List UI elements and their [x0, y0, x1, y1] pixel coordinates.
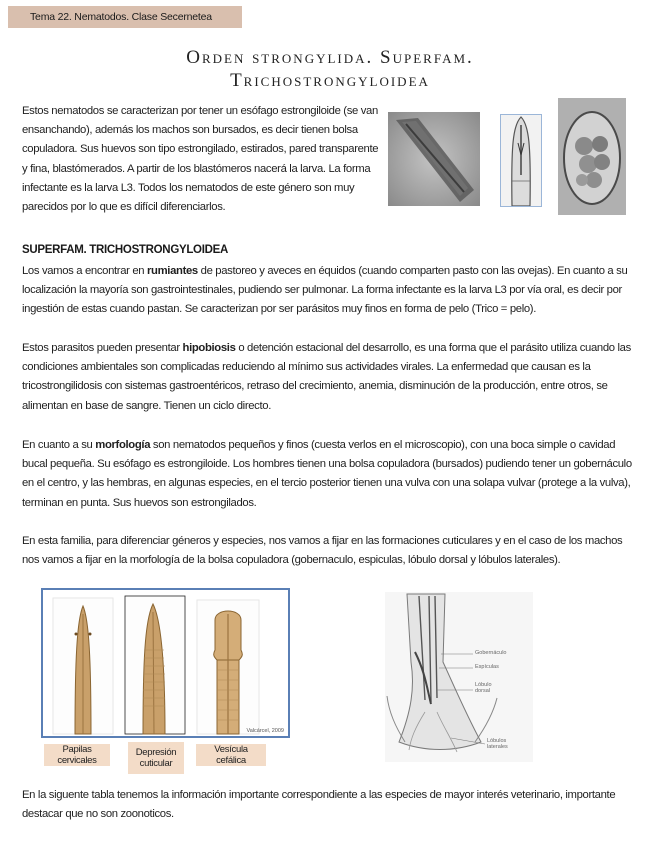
diagram-label-gobernaculo: Gobernáculo — [475, 650, 507, 656]
diagram-label-lobulo-dorsal: Lóbulo dorsal — [475, 682, 492, 694]
p1-text-c: de pastoreo y aveces en équidos (cuando comparten pasto con las ovejas). En cuanto a su localización la mayoría son gastrointestinales, pudiendo ser pulmonar. La forma infectante es la larva L3 por vía oral, es decir por ingestión de estas cuando pastan. Se caracterizan por ser parásitos muy finos en forma de pelo (Trico = pelo). — [22, 265, 628, 316]
intro-paragraph: Estos nematodos se caracterizan por tener un esófago estrongiloide (se van ensanchando), además los machos son bursados, es decir tienen bolsa copuladora. Sus huevos son tipo estrongilado, estirados, pared transparente y fina, blastómerados. A partir de los blastómeros nacerá la larva. La forma infectante es la larva L3. Todos los nematodos de este género son muy parecidos por lo que es difícil diferenciarlos. — [22, 105, 379, 214]
p1-text-a: Los vamos a encontrar en — [22, 265, 148, 277]
p2-text-c: o detención estacional del desarrollo, es una forma que el parásito utiliza cuando las condiciones ambientales son complicadas reduciendo al mínimo sus actividades virales. La enfermedad que causan es la tricostrongilidosis con sistemas gastroentéricos, retraso del crecimiento, anemia, disminución de la producción, entre otros, se alimentan en base de sangre. Tienen un ciclo directo. — [22, 342, 631, 412]
chapter-header-tab: Tema 22. Nematodos. Clase Secernetea — [8, 6, 242, 28]
label-vesicula-cefalica: Vesícula cefálica — [196, 744, 266, 766]
esophagus-micrograph — [388, 112, 480, 206]
cuticular-formations-illustration — [41, 588, 290, 738]
p3-text-a: En cuanto a su — [22, 439, 96, 451]
page-title — [120, 46, 540, 92]
copulatory-bursa-diagram — [385, 592, 533, 762]
paragraph-diferenciar: En esta familia, para diferenciar géneros y especies, nos vamos a fijar en las formaciones cuticulares y en el caso de los machos nos vamos a fijar en la morfología de la bolsa copuladora (gobernaculo, espiculas, lóbulo dorsal y lóbulos laterales). — [22, 535, 623, 567]
p3-text-c: son nematodos pequeños y finos (cuesta verlos en el microscopio), con una boca simple o cavidad bucal pequeña. Su esófago es estrongiloide. Los hombres tienen una bolsa copuladora (bursados) pudiendo tener un gobernáculo en el centro, y las hembras, en algunas especies, en el tercio posterior tienen una vulva con una solapa vulvar (protege a la vulva), terminan en punta. Sus huevos son estrongilados. — [22, 439, 632, 509]
p2-text-a: Estos parasitos pueden presentar — [22, 342, 183, 354]
larva-micrograph — [500, 114, 542, 207]
diagram-label-espiculas: Espículas — [475, 664, 499, 670]
label-depresion-cuticular: Depresión cuticular — [128, 742, 184, 774]
figure-credit: Valcárcel, 2009 — [246, 728, 284, 734]
paragraph-morfologia — [22, 436, 634, 513]
egg-micrograph — [558, 98, 626, 215]
paragraph-hosts — [22, 262, 634, 320]
p2-bold-hipobiosis: hipobiosis — [182, 342, 236, 354]
label-papilas-cervicales: Papilas cervicales — [44, 744, 110, 766]
paragraph-hipobiosis — [22, 339, 634, 416]
paragraph-tabla: En la siguente tabla tenemos la información importante correspondiente a las especies de mayor interés veterinario, importante destacar que no son zoonoticos. — [22, 789, 616, 821]
p3-bold-morfologia: morfología — [95, 439, 151, 451]
diagram-label-lobulos-laterales: Lóbulos laterales — [487, 738, 508, 750]
title-line-1: Orden strongylida. Superfam. — [186, 47, 474, 68]
p1-bold-rumiantes: rumiantes — [147, 265, 198, 277]
title-line-2: Trichostrongyloidea — [230, 70, 430, 91]
section-heading: SUPERFAM. TRICHOSTRONGYLOIDEA — [22, 244, 228, 256]
